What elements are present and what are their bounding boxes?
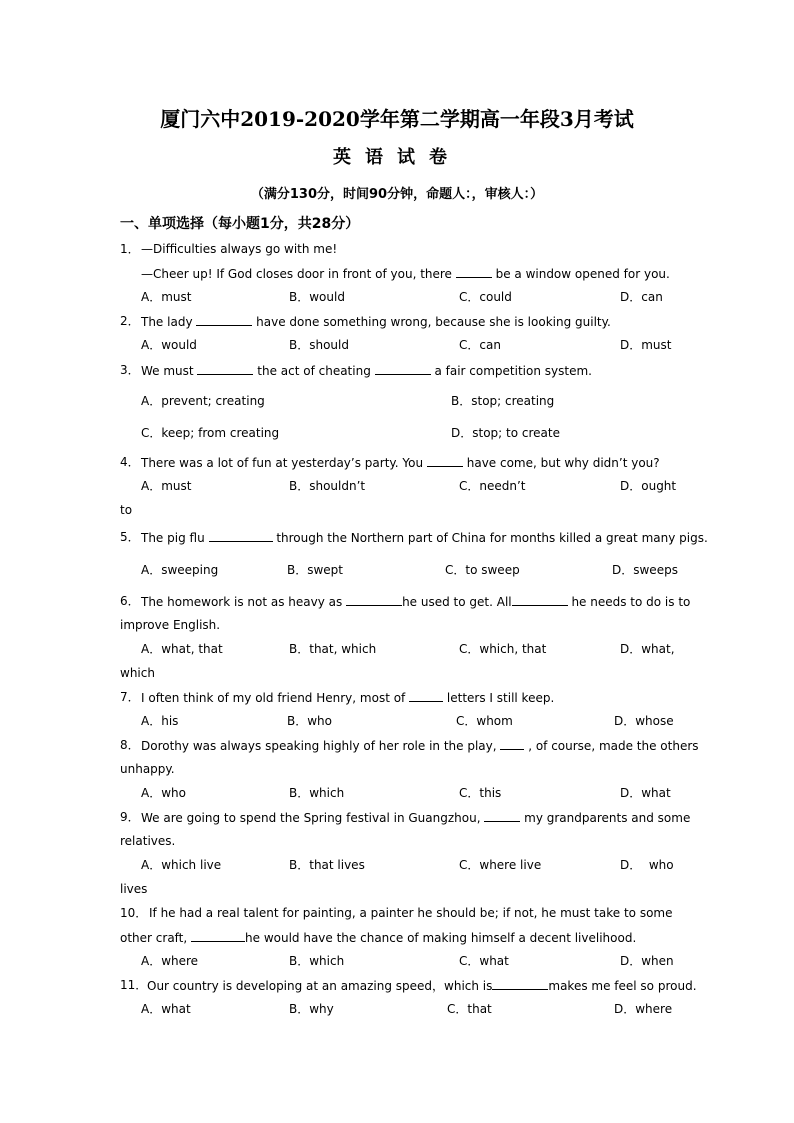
question-stem: —Difficulties always go with me! [141,242,338,256]
question-number: 11． [120,978,148,992]
option-d: D．whose [614,714,674,728]
option-b: B．would [289,290,345,304]
question-number: 8． [120,738,140,752]
option-c: C．that [447,1002,492,1016]
page-title: 厦门六中2019-2020学年第二学期高一年段3月考试 [160,107,634,131]
option-d-continued: which [120,666,155,680]
question-stem: If he had a real talent for painting, a painter he should be; if not, he must take to some [149,906,673,920]
question-stem: —Cheer up! If God closes door in front of you, there be a window opened for you. [141,267,670,281]
option-a: A．where [141,954,199,968]
option-a: A．prevent; creating [141,394,265,408]
option-d: D． who [620,858,674,872]
answer-blank [191,929,245,942]
option-c: C．this [459,786,502,800]
question-stem: We are going to spend the Spring festival in Guangzhou, my grandparents and some [141,811,691,825]
option-b: B．which [289,954,345,968]
option-a: A．who [141,786,186,800]
option-d-continued: lives [120,882,148,896]
option-a: A．sweeping [141,563,219,577]
question-number: 4． [120,455,140,469]
option-b: B．shouldn’t [289,479,366,493]
option-a: A．must [141,479,192,493]
option-d: D．stop; to create [451,426,560,440]
question-number: 10． [120,906,148,920]
option-d: D．can [620,290,663,304]
answer-blank [492,977,548,990]
option-c: C．can [459,338,501,352]
answer-blank [209,529,273,542]
question-stem: The pig flu through the Northern part of China for months killed a great many pigs. [141,531,708,545]
option-c: C．needn’t [459,479,526,493]
answer-blank [409,689,443,702]
option-b: B．who [287,714,332,728]
option-c: C．to sweep [445,563,520,577]
question-number: 5． [120,530,140,544]
question-stem-continued: unhappy. [120,762,175,776]
question-stem: The lady have done something wrong, because she is looking guilty. [141,315,611,329]
option-c: C．which, that [459,642,547,656]
option-a: A．what [141,1002,191,1016]
question-stem: There was a lot of fun at yesterday’s party. You have come, but why didn’t you? [141,456,660,470]
option-b: B．should [289,338,349,352]
question-number: 1． [120,242,140,256]
answer-blank [484,809,520,822]
option-b: B．stop; creating [451,394,555,408]
option-c: C．could [459,290,512,304]
answer-blank [456,265,492,278]
answer-blank [427,454,463,467]
option-d: D．what [620,786,671,800]
answer-blank [375,362,431,375]
exam-info: （满分130分，时间90分钟，命题人：，审核人：） [250,187,544,202]
question-number: 9． [120,810,140,824]
option-a: A．what, that [141,642,223,656]
answer-blank [196,313,252,326]
question-number: 2． [120,314,140,328]
option-b: B．which [289,786,345,800]
question-stem: Our country is developing at an amazing speed，which is makes me feel so proud. [147,979,697,993]
option-c: C．what [459,954,509,968]
option-b: B．that lives [289,858,365,872]
option-a: A．would [141,338,197,352]
option-d: D．ought [620,479,677,493]
page-subtitle: 英语试卷 [333,147,461,168]
answer-blank [346,593,402,606]
option-d: D．what, [620,642,675,656]
option-d-continued: to [120,503,133,517]
question-number: 7． [120,690,140,704]
question-stem: Dorothy was always speaking highly of her role in the play, , of course, made the others [141,739,699,753]
question-stem-continued: improve English. [120,618,221,632]
option-a: A．his [141,714,179,728]
option-a: A．which live [141,858,222,872]
question-stem-continued: other craft, he would have the chance of making himself a decent livelihood. [120,931,637,945]
answer-blank [500,737,524,750]
question-stem: The homework is not as heavy as he used to get. All he needs to do is to [141,595,691,609]
option-c: C．keep; from creating [141,426,280,440]
question-stem: We must the act of cheating a fair competition system. [141,364,592,378]
question-stem-continued: relatives. [120,834,176,848]
question-number: 3． [120,363,140,377]
option-a: A．must [141,290,192,304]
option-d: D．where [614,1002,673,1016]
option-d: D．sweeps [612,563,678,577]
option-d: D．must [620,338,672,352]
option-b: B．why [289,1002,334,1016]
option-d: D．when [620,954,674,968]
question-stem: I often think of my old friend Henry, most of letters I still keep. [141,691,555,705]
option-b: B．that, which [289,642,377,656]
question-number: 6． [120,594,140,608]
option-c: C．where live [459,858,542,872]
section-title: 一、单项选择（每小题1分，共28分） [120,216,360,232]
option-b: B．swept [287,563,344,577]
answer-blank [197,362,253,375]
answer-blank [512,593,568,606]
option-c: C．whom [456,714,513,728]
